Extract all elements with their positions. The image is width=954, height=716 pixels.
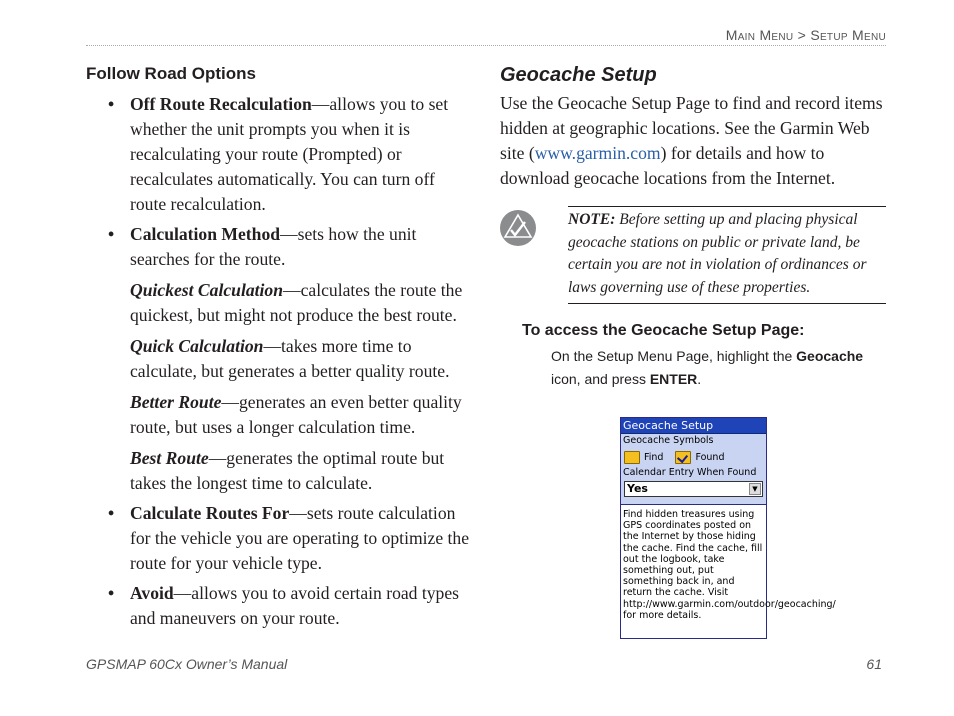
method-term: Quick Calculation [130, 336, 264, 356]
geocache-intro [500, 91, 886, 191]
method-term: Better Route [130, 392, 222, 412]
calendar-entry-value: Yes [627, 482, 648, 495]
find-symbol-button[interactable] [624, 451, 663, 464]
calendar-entry-label: Calendar Entry When Found [623, 467, 757, 478]
follow-road-heading: Follow Road Options [86, 64, 256, 83]
method-text: —takes more time to calculate, but generates a better quality route. [130, 336, 450, 381]
note-label: NOTE: [568, 211, 616, 228]
breadcrumb-setup: Setup Menu [810, 27, 886, 43]
geocache-setup-title: Geocache Setup [500, 64, 657, 86]
breadcrumb-main: Main Menu [725, 27, 794, 43]
header-divider [86, 45, 886, 46]
found-symbol-button[interactable] [675, 451, 724, 464]
option-term: Off Route Recalculation [130, 94, 312, 114]
breadcrumb-separator: > [793, 27, 811, 43]
manual-title: GPSMAP 60Cx Owner’s Manual [86, 656, 288, 672]
access-text: . [697, 371, 702, 387]
option-text: —sets how the unit searches for the route. [130, 224, 417, 269]
symbols-row [621, 448, 766, 466]
option-text: —allows you to set whether the unit prompts you when it is recalculating your route (Prompted) or recalculates automatically. You can turn off route recalculation. [130, 94, 449, 214]
method-term: Quickest Calculation [130, 280, 283, 300]
geocache-setup-screenshot [620, 417, 836, 639]
geocache-keyword: Geocache [796, 348, 864, 364]
note-check-icon [500, 210, 536, 246]
calendar-entry-select[interactable] [624, 481, 763, 497]
found-label: Found [695, 451, 725, 463]
bullet-icon: • [108, 583, 115, 603]
enter-keyword: ENTER [649, 371, 698, 387]
list-item [86, 92, 471, 217]
intro-text-end: ) for details and how to download geocache locations from the Internet. [500, 143, 836, 188]
device-title-bar: Geocache Setup [621, 418, 766, 434]
garmin-link[interactable]: www.garmin.com [534, 143, 661, 163]
geocache-description: Find hidden treasures using GPS coordinates posted on the Internet by those hiding the cache. Find the cache, fill out the logbook, take something out, put something back in, and return the cache. Visit http://www.garmin.com/outdoor/geocaching/ for more details. [621, 504, 766, 638]
list-item [86, 222, 471, 272]
method-paragraph [86, 278, 471, 328]
left-column [86, 64, 471, 636]
geocache-symbols-label: Geocache Symbols [623, 435, 714, 446]
list-item [86, 581, 471, 631]
list-item [86, 501, 471, 576]
method-text: —calculates the route the quickest, but might not produce the best route. [130, 280, 463, 325]
road-options-list-continued [86, 501, 471, 631]
bullet-icon: • [108, 224, 115, 244]
method-text: —generates an even better quality route, but uses a longer calculation time. [130, 392, 462, 437]
option-term: Calculate Routes For [130, 503, 290, 523]
intro-text: Use the Geocache Setup Page to find and record items hidden at geographic locations. See the Garmin Web site ( [500, 93, 883, 163]
page-header [726, 27, 886, 43]
access-text: On the Setup Menu Page, highlight the [551, 348, 797, 364]
page-number: 61 [866, 656, 882, 672]
option-text: —allows you to avoid certain road types and maneuvers on your route. [130, 583, 460, 628]
access-text: icon, and press [551, 371, 650, 387]
chevron-down-icon: ▼ [749, 483, 761, 495]
road-options-list [86, 92, 471, 272]
method-paragraph [86, 390, 471, 440]
option-term: Calculation Method [130, 224, 281, 244]
bullet-icon: • [108, 94, 115, 114]
note-text-box [568, 206, 886, 304]
right-column [500, 64, 886, 387]
note-text: Before setting up and placing physical geocache stations on public or private land, be certain you are not in violation of ordinances or laws governing use of these properties. [568, 211, 867, 296]
method-paragraph [86, 334, 471, 384]
option-text: —sets route calculation for the vehicle you are operating to optimize the route for your vehicle type. [130, 503, 470, 573]
option-term: Avoid [130, 583, 174, 603]
find-chest-icon [624, 451, 640, 464]
find-label: Find [644, 451, 664, 463]
note-callout [500, 206, 886, 302]
access-heading: To access the Geocache Setup Page: [522, 322, 805, 339]
method-paragraph [86, 446, 471, 496]
bullet-icon: • [108, 503, 115, 523]
found-chest-icon [675, 451, 691, 464]
method-term: Best Route [130, 448, 209, 468]
method-text: —generates the optimal route but takes the longest time to calculate. [130, 448, 445, 493]
access-instructions [551, 345, 871, 391]
